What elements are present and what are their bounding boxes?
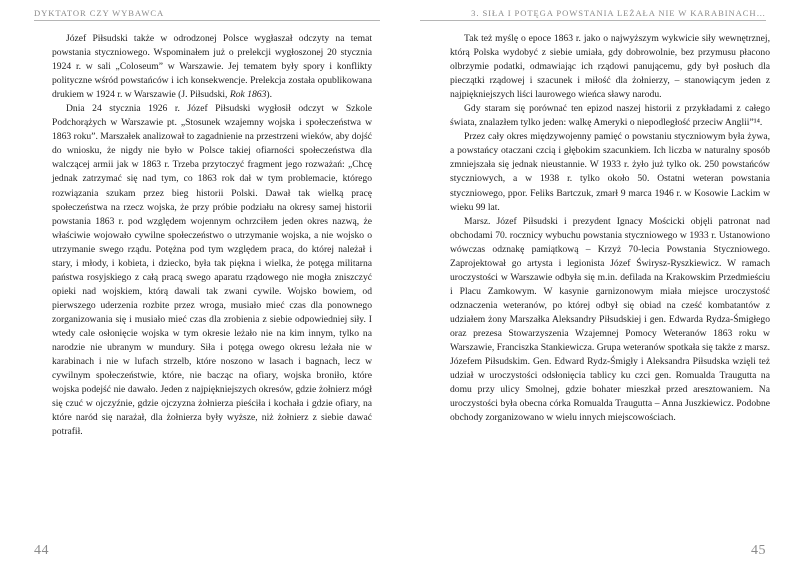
- running-head-left: DYKTATOR CZY WYBAWCA: [34, 8, 165, 18]
- page-number-left: 44: [34, 543, 49, 558]
- paragraph: Tak też myślę o epoce 1863 r. jako o najwyższym wykwicie siły wewnętrznej, którą Polska wydobyć z siebie umiała, gdy dobrowolnie, bez przymusu płacono olbrzymie podatki, odmawiając ich rządowi panującemu, gdy był posłuch dla pieczątki rządowej i szacunek i miłość dla żołnierzy, – stanowiącym jeden z najpiękniejszych liści laurowego wieńca sławy narodu.: [450, 33, 770, 101]
- right-page-body: [450, 32, 770, 425]
- paragraph: Przez cały okres międzywojenny pamięć o powstaniu styczniowym była żywa, a powstańcy otaczani czcią i głębokim szacunkiem. Ich liczba w naturalny sposób zmniejszała się jednak nieustannie. W 1933 r. żyło już tylko ok. 250 powstańców styczniowych, a w 1938 r. tylko około 50. Ostatni weteran powstania styczniowego, ppor. Feliks Bartczuk, zmarł 9 marca 1946 r. w Kosowie Lackim w wieku 99 lat.: [450, 131, 770, 213]
- running-head-right: 3. SIŁA I POTĘGA POWSTANIA LEŻAŁA NIE W KARABINACH…: [471, 8, 766, 18]
- header-rule-left: [34, 20, 380, 21]
- paragraph: Marsz. Józef Piłsudski i prezydent Ignacy Mościcki objęli patronat nad obchodami 70. rocznicy wybuchu powstania styczniowego w 1933 r. Ustanowiono wówczas odznakę pamiątkową – Krzyż 70-lecia Powstania Styczniowego. Zaprojektował go artysta i legionista Józef Świrysz-Ryszkiewicz. W ramach uroczystości w Warszawie odbyła się m.in. defilada na Krakowskim Przedmieściu i Placu Zamkowym. W kasynie garnizonowym miała miejsce uroczystość odznaczenia weteranów, po której odbył się obiad na cześć kombatantów z udziałem żony Marszałka Aleksandry Piłsudskiej i gen. Edwarda Rydza-Śmigłego oraz prezesa Stowarzyszenia Wzajemnej Pomocy Weteranów 1863 roku w Warszawie, Franciszka Stankiewicza. Grupa weteranów spotkała się także z marsz. Józefem Piłsudskim. Gen. Edward Rydz-Śmigły i Aleksandra Piłsudska wzięli też udział w uroczystości odsłonięcia tablicy ku czci gen. Romualda Traugutta na domu przy ulicy Smolnej, gdzie bohater mieszkał przed aresztowaniem. Na uroczystości była obecna córka Romualda Traugutta – Anna Juszkiewicz. Podobne obchody zorganizowano w wielu innych miejscowościach.: [450, 215, 770, 424]
- paragraph: Józef Piłsudski także w odrodzonej Polsce wygłaszał odczyty na temat powstania styczniowego. Wspominałem już o prelekcji wygłoszonej 20 stycznia 1924 r. w sali „Coloseum” w Warszawie. Jej tematem były spory i konflikty polityczne wśród powstańców i ich konsekwencje. Prelekcja została opublikowana drukiem w 1924 r. w Warszawie (J. Piłsudski, Rok 1863).: [52, 33, 372, 101]
- paragraph: Dnia 24 stycznia 1926 r. Józef Piłsudski wygłosił odczyt w Szkole Podchorążych w Warszawie pt. „Stosunek wzajemny wojska i społeczeństwa w 1863 roku”. Marszałek analizował to zagadnienie na przestrzeni wieków, aby dojść do wniosku, że nigdy nie było w Polsce takiej ofiarności społeczeństwa dla walczącej armii jak w 1863 r. Trzeba przytoczyć fragment jego rozważań: „Chcę jednak zatrzymać się nad tym, co 1863 rok dał w tym problemacie, którego rozwiązania szukam przez bieg historii Polski. Dawał tak wielką pracę społeczeństwa na rzecz wojska, że przy próbie podziału na okresy samej historii powstania 1863 r. pod względem wojennym ochrzciłem jeden okres nazwą, że właściwie wojowało cywilne społeczeństwo o utrzymanie wojska, a nie wojsko o utrzymanie swego rządu. Potężna pod tym względem praca, do której należał i stary, i młody, i kobieta, i dziecko, była tak piękna i wielka, że potęga militarna państwa rosyjskiego z całą pracą swego aparatu rządowego nie mogła zniszczyć opieki nad wojskiem, którą dawali tak zwani cywile. Wojsko bowiem, od pierwszego uderzenia rozbite przez wroga, musiało mieć czas dla ponownego zorganizowania się i musiało mieć czas dla zrobienia z siebie odpowiedniej siły. I wtedy cale osłonięcie wojska w tym okresie leżało nie na kim innym, tylko na narodzie nie ubranym w mundury. Siła i potęga owego okresu leżała nie w karabinach i nie w lufach strzelb, które noszono w lasach i bagnach, lecz w cywilnym społeczeństwie, które, nie bacząc na ofiary, wojska broniło, które wojska podejść nie dawało. Jeden z najpiękniejszych okresów, gdzie żołnierz mógł się czuć w ojczyźnie, gdzie ojczyzna żołnierza pieściła i kochała i gdzie ofiary, na które naród się narażał, dla żołnierza były wyższe, niż żołnierz z siebie dawać potrafił.: [52, 103, 372, 438]
- right-page: [400, 0, 800, 569]
- paragraph: Gdy staram się porównać ten epizod naszej historii z przykładami z całego świata, znalazłem tylko jeden: walkę Ameryki o niepodległość przeciw Anglii”¹⁴.: [450, 103, 770, 129]
- page-number-right: 45: [751, 543, 766, 558]
- left-page-body: [52, 32, 372, 439]
- header-rule-right: [420, 20, 766, 21]
